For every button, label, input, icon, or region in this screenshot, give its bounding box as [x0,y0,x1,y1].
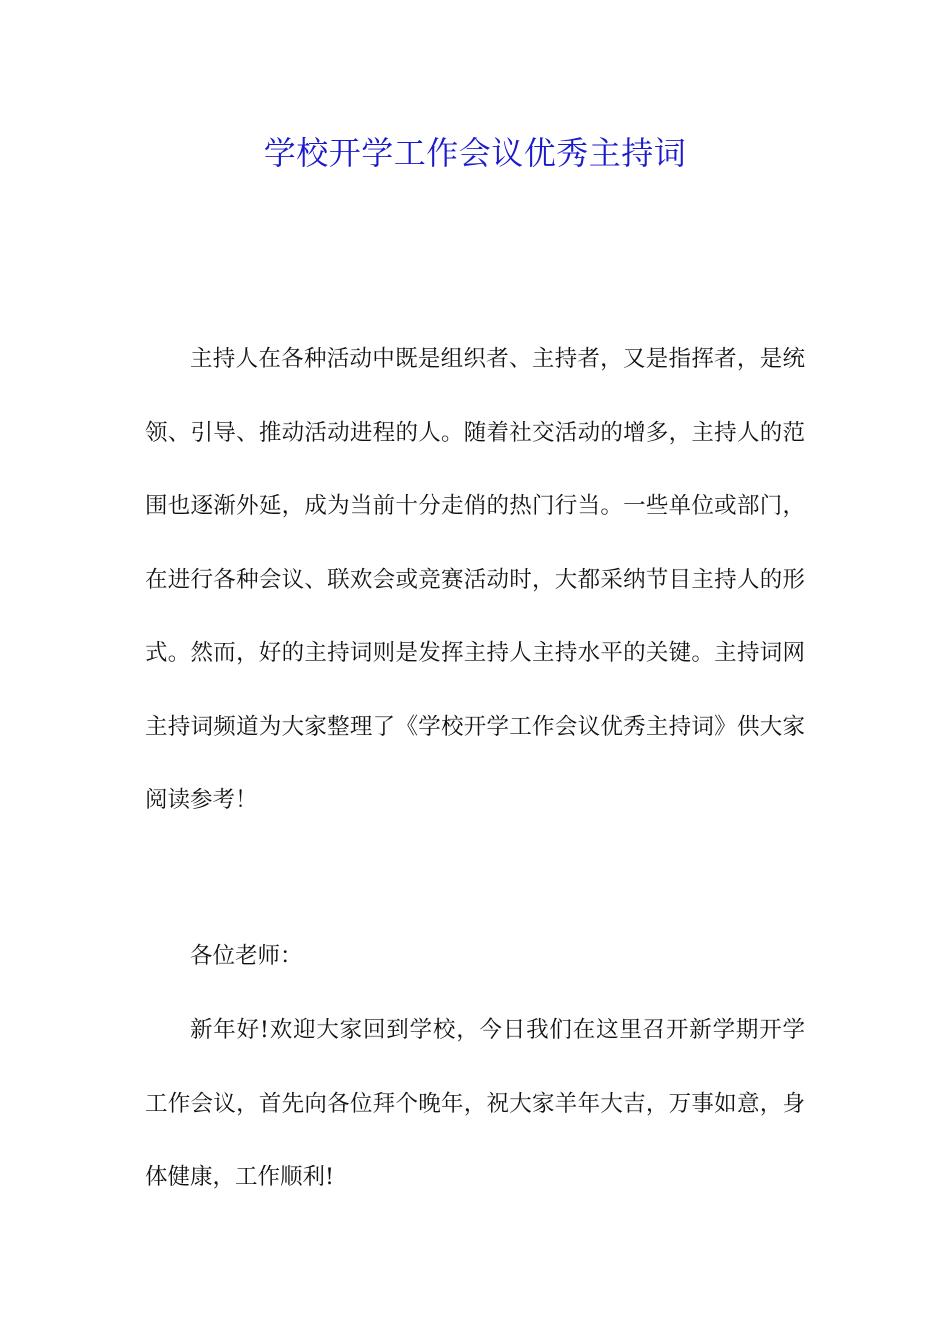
opening-paragraph: 新年好!欢迎大家回到学校，今日我们在这里召开新学期开学工作会议，首先向各位拜个晚年，祝大家羊年大吉，万事如意，身体健康，工作顺利! [145,1017,805,1190]
greeting-paragraph: 各位老师： [190,943,303,969]
intro-paragraph: 主持人在各种活动中既是组织者、主持者，又是指挥者，是统领、引导、推动活动进程的人。随着社交活动的增多，主持人的范围也逐渐外延，成为当前十分走俏的热门行当。一些单位或部门，在进行各种会议、联欢会或竞赛活动时，大都采纳节目主持人的形式。然而，好的主持词则是发挥主持人主持水平的关键。主持词网主持词频道为大家整理了《学校开学工作会议优秀主持词》供大家阅读参考！ [145,346,805,813]
document-title: 学校开学工作会议优秀主持词 [263,134,687,172]
